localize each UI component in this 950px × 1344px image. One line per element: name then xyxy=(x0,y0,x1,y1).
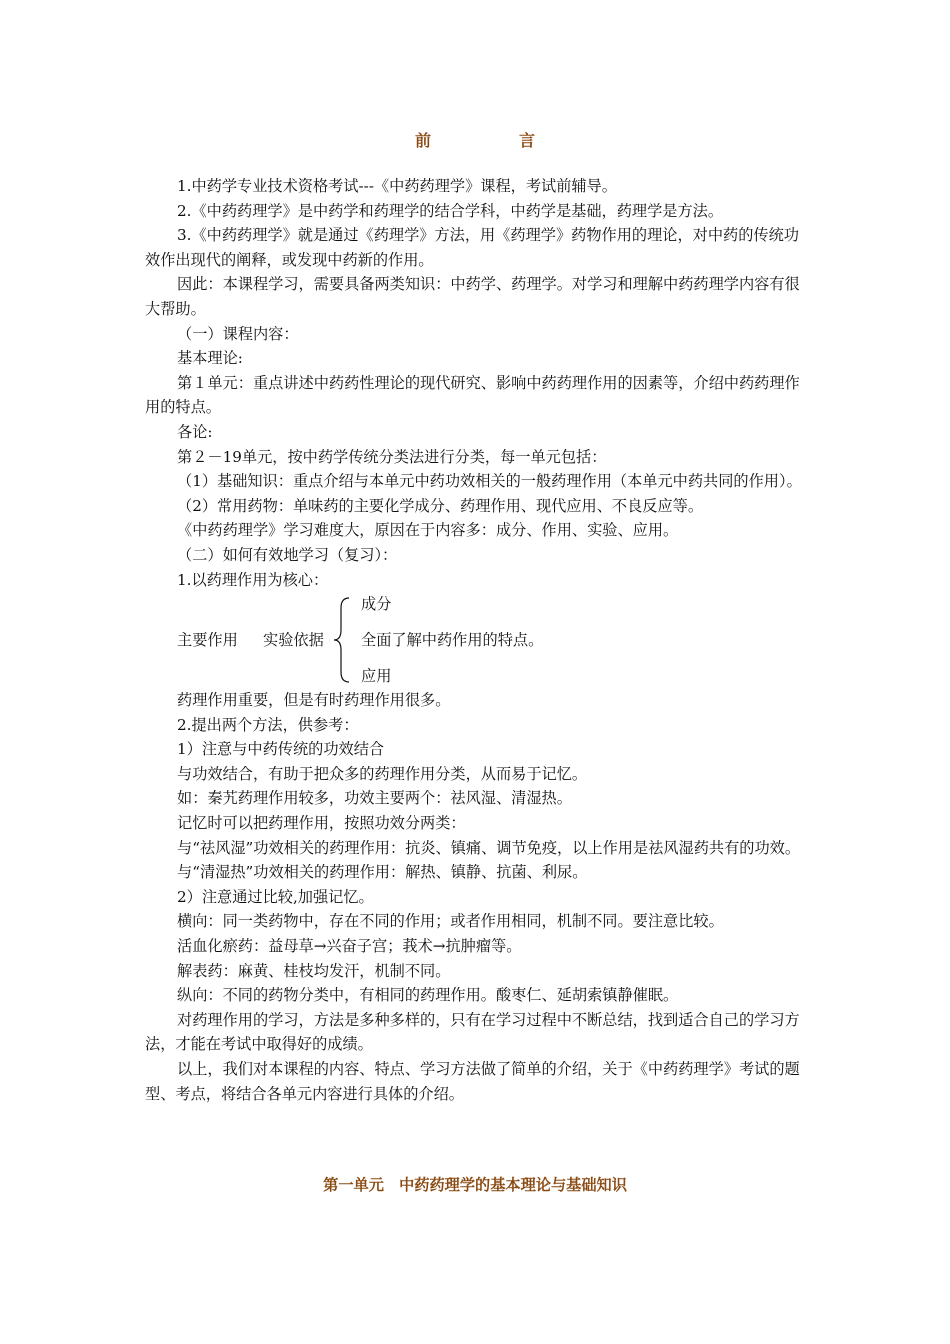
unit-title: 第一单元 中药药理学的基本理论与基础知识 xyxy=(323,1176,627,1194)
paragraph: 各论: xyxy=(177,422,213,441)
paragraph: 解表药：麻黄、桂枝均发汗，机制不同。 xyxy=(177,961,451,980)
paragraph: 活血化瘀药：益母草→兴奋子宫；莪术→抗肿瘤等。 xyxy=(177,937,522,956)
paragraph: （2）常用药物：单味药的主要化学成分、药理作用、现代应用、不良反应等。 xyxy=(177,496,704,515)
paragraph: 2.《中药药理学》是中药学和药理学的结合学科，中药学是基础，药理学是方法。 xyxy=(177,201,724,220)
paragraph: 药理作用重要，但是有时药理作用很多。 xyxy=(177,691,451,710)
diagram-experiment-basis: 实验依据 xyxy=(263,631,324,650)
paragraph: 1.中药学专业技术资格考试---《中药药理学》课程，考试前辅导。 xyxy=(177,177,617,195)
paragraph: 1）注意与中药传统的功效结合 xyxy=(177,740,385,759)
paragraph: （1）基础知识：重点介绍与本单元中药功效相关的一般药理作用（本单元中药共同的作用）。 xyxy=(177,472,802,491)
diagram-main-effect: 主要作用 xyxy=(177,631,238,650)
diagram-item-components: 成分 xyxy=(361,595,392,614)
paragraph: 第２－19单元，按中药学传统分类法进行分类，每一单元包括： xyxy=(177,447,607,466)
paragraph: 对药理作用的学习，方法是多种多样的，只有在学习过程中不断总结，找到适合自己的学习方法，才能在考试中取得好的成绩。 xyxy=(145,1010,800,1054)
section-heading: （一）课程内容： xyxy=(177,324,299,343)
paragraph: 2）注意通过比较,加强记忆。 xyxy=(177,887,374,906)
paragraph: 横向：同一类药物中，存在不同的作用；或者作用相同，机制不同。要注意比较。 xyxy=(177,912,724,931)
diagram-item-application: 应用 xyxy=(361,667,392,686)
section-heading: （二）如何有效地学习（复习）： xyxy=(177,545,398,564)
document-body xyxy=(145,174,810,1106)
paragraph: 1.以药理作用为核心： xyxy=(177,570,329,589)
paragraph: 第１单元：重点讲述中药药性理论的现代研究、影响中药药理作用的因素等，介绍中药药理作用的特点。 xyxy=(145,373,800,417)
paragraph: 如：秦艽药理作用较多，功效主要两个：祛风湿、清湿热。 xyxy=(177,789,572,808)
paragraph: 基本理论: xyxy=(177,349,243,368)
paragraph: 因此：本课程学习，需要具备两类知识：中药学、药理学。对学习和理解中药药理学内容有很大帮助。 xyxy=(145,275,800,318)
paragraph: 以上，我们对本课程的内容、特点、学习方法做了简单的介绍，关于《中药药理学》考试的题型、考点，将结合各单元内容进行具体的介绍。 xyxy=(145,1060,800,1103)
paragraph: 与“祛风湿”功效相关的药理作用：抗炎、镇痛、调节免疫，以上作用是祛风湿药共有的功效。 xyxy=(177,838,801,857)
page-title: 前 言 xyxy=(414,131,571,150)
paragraph: 与功效结合，有助于把众多的药理作用分类，从而易于记忆。 xyxy=(177,764,588,783)
brace-icon xyxy=(333,596,353,684)
paragraph: 与“清湿热”功效相关的药理作用：解热、镇静、抗菌、利尿。 xyxy=(177,863,588,882)
paragraph: 纵向：不同的药物分类中，有相同的药理作用。酸枣仁、延胡索镇静催眠。 xyxy=(177,986,679,1005)
paragraph: 《中药药理学》学习难度大，原因在于内容多：成分、作用、实验、应用。 xyxy=(177,521,679,540)
study-diagram xyxy=(145,592,810,688)
paragraph: 2.提出两个方法，供参考： xyxy=(177,715,359,734)
paragraph: 3.《中药药理学》就是通过《药理学》方法，用《药理学》药物作用的理论，对中药的传统功效作出现代的阐释，或发现中药新的作用。 xyxy=(145,226,799,269)
paragraph: 记忆时可以把药理作用，按照功效分两类： xyxy=(177,814,466,833)
diagram-item-overview: 全面了解中药作用的特点。 xyxy=(361,631,544,650)
